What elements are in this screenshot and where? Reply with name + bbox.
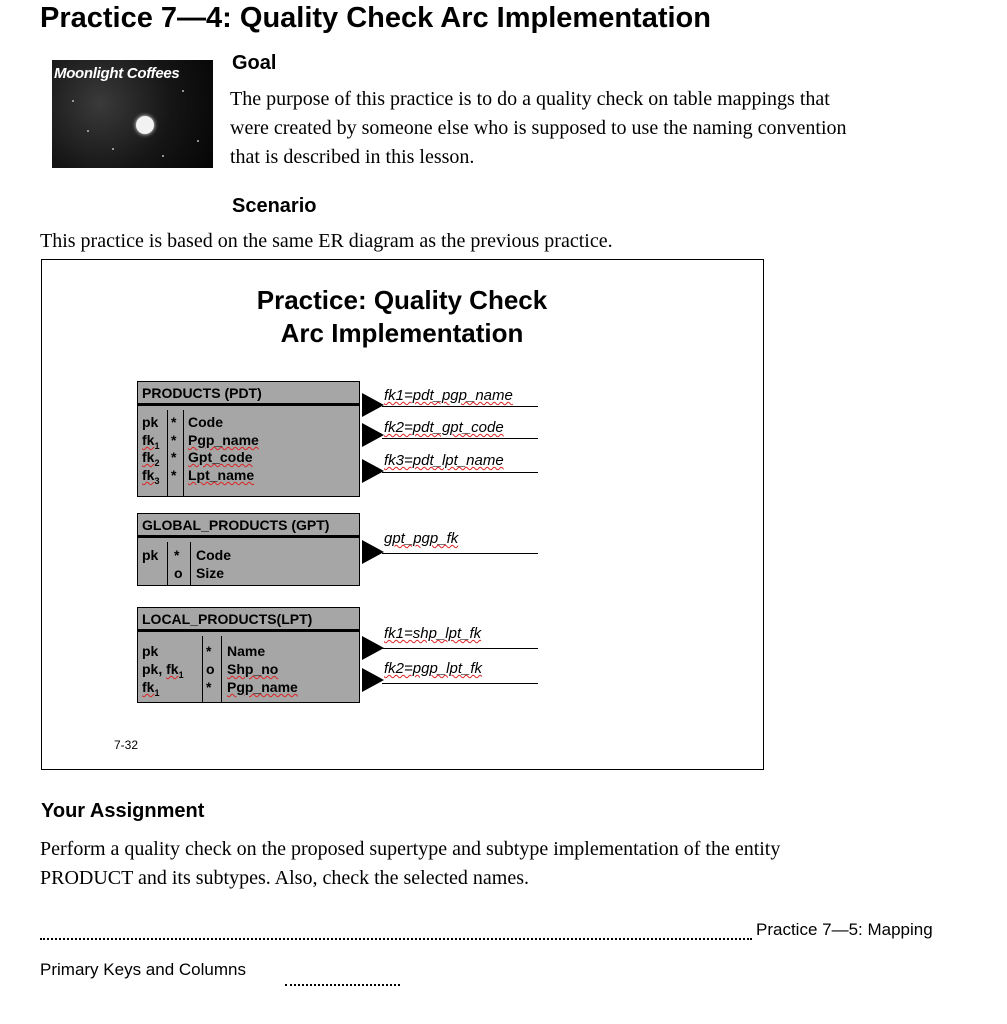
key-cell: pk xyxy=(142,643,159,659)
er-diagram-slide xyxy=(41,259,764,770)
entity-name: LOCAL_PRODUCTS(LPT) xyxy=(138,608,359,632)
optionality-cell: * xyxy=(171,432,177,448)
toc-entry-title-continued: Primary Keys and Columns xyxy=(40,960,246,979)
column-name: Pgp_name xyxy=(188,432,259,448)
key-cell: $fk_3$ xyxy=(142,467,160,486)
column-divider xyxy=(183,410,184,496)
page-title: Practice 7—4: Quality Check Arc Implementation xyxy=(40,2,711,34)
optionality-cell: * xyxy=(171,449,177,465)
entity-name: PRODUCTS (PDT) xyxy=(138,382,359,406)
column-divider xyxy=(221,636,222,702)
goal-line: The purpose of this practice is to do a quality check on table mappings that xyxy=(230,88,830,110)
key-cell: $fk_1$ xyxy=(142,679,160,698)
column-divider xyxy=(167,410,168,496)
moonlight-coffees-logo xyxy=(52,60,213,168)
logo-text: Moonlight Coffees xyxy=(54,65,180,82)
slide-title xyxy=(42,284,762,350)
toc-entry-title: Practice 7—5: Mapping xyxy=(756,920,933,939)
assignment-heading: Your Assignment xyxy=(41,800,205,822)
assignment-text xyxy=(40,835,780,893)
fk-line xyxy=(382,553,538,554)
goal-text xyxy=(230,85,847,172)
column-name: Name xyxy=(227,643,266,659)
entity-global-products xyxy=(137,513,360,586)
scenario-text: This practice is based on the same ER diagram as the previous practice. xyxy=(40,230,613,252)
star-icon xyxy=(197,140,199,142)
star-icon xyxy=(162,155,164,157)
column-name: Size xyxy=(196,565,225,581)
fk-arrow-icon xyxy=(362,459,384,483)
column-name: Code xyxy=(188,414,223,430)
slide-number: 7-32 xyxy=(114,738,139,752)
column-name: Lpt_name xyxy=(188,467,255,483)
column-name: Code xyxy=(196,547,231,563)
column-divider xyxy=(190,542,191,585)
optionality-cell: o xyxy=(206,661,215,677)
fk-line xyxy=(382,683,538,684)
fk-arrow-icon xyxy=(362,636,384,660)
goal-line: that is described in this lesson. xyxy=(230,146,475,168)
toc-leader-dots xyxy=(285,984,400,986)
optionality-cell: * xyxy=(171,414,177,430)
fk-label: fk3=pdt_lpt_name xyxy=(384,452,504,469)
fk-label: gpt_pgp_fk xyxy=(384,530,459,547)
column-name: Shp_no xyxy=(227,661,279,677)
star-icon xyxy=(72,100,74,102)
slide-title-line: Arc Implementation xyxy=(280,318,524,348)
star-icon xyxy=(87,130,89,132)
fk-arrow-icon xyxy=(362,668,384,692)
key-cell: pk xyxy=(142,414,159,430)
fk-label: fk1=shp_lpt_fk xyxy=(384,625,482,642)
goal-heading: Goal xyxy=(232,52,277,74)
entity-local-products xyxy=(137,607,360,703)
key-cell: pk, $fk_1$ xyxy=(142,661,184,680)
moon-icon xyxy=(136,116,154,134)
fk-line xyxy=(382,438,538,439)
entity-products xyxy=(137,381,360,497)
fk-label: fk1=pdt_pgp_name xyxy=(384,387,513,404)
column-name: Gpt_code xyxy=(188,449,253,465)
star-icon xyxy=(112,148,114,150)
fk-label: fk2=pdt_gpt_code xyxy=(384,419,504,436)
column-divider xyxy=(202,636,203,702)
fk-arrow-icon xyxy=(362,540,384,564)
column-divider xyxy=(167,542,168,585)
fk-label: fk2=pgp_lpt_fk xyxy=(384,660,482,677)
column-name: Pgp_name xyxy=(227,679,298,695)
key-cell: pk xyxy=(142,547,159,563)
star-icon xyxy=(182,90,184,92)
fk-line xyxy=(382,648,538,649)
key-cell: $fk_1$ xyxy=(142,432,160,451)
slide-title-line: Practice: Quality Check xyxy=(256,285,548,315)
optionality-cell: * xyxy=(206,643,212,659)
fk-arrow-icon xyxy=(362,393,384,417)
optionality-cell: * xyxy=(206,679,212,695)
optionality-cell: o xyxy=(174,565,183,581)
entity-name: GLOBAL_PRODUCTS (GPT) xyxy=(138,514,359,538)
optionality-cell: * xyxy=(171,467,177,483)
scenario-heading: Scenario xyxy=(232,195,317,217)
optionality-cell: * xyxy=(174,547,180,563)
fk-arrow-icon xyxy=(362,423,384,447)
key-cell: $fk_2$ xyxy=(142,449,160,468)
toc-leader-dots xyxy=(40,938,752,940)
fk-line xyxy=(382,406,538,407)
goal-line: were created by someone else who is supposed to use the naming convention xyxy=(230,117,847,139)
assignment-line: PRODUCT and its subtypes. Also, check the selected names. xyxy=(40,867,530,889)
fk-line xyxy=(382,472,538,473)
assignment-line: Perform a quality check on the proposed supertype and subtype implementation of the entity xyxy=(40,838,781,860)
